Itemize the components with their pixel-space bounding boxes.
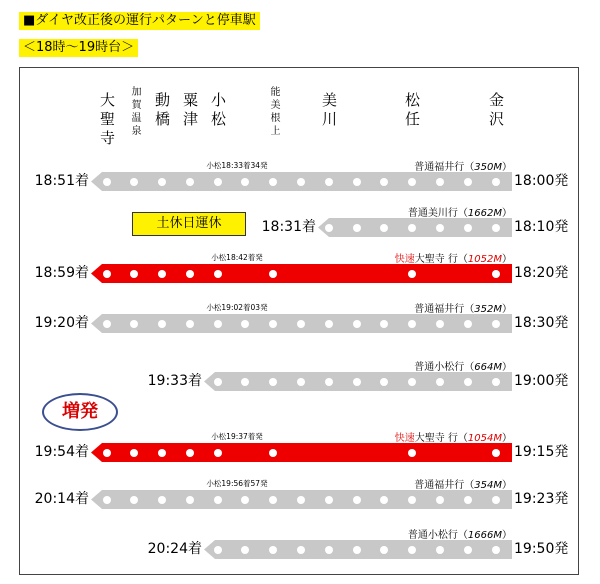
stop-dot [269, 496, 277, 504]
station-0: 大聖寺 [98, 92, 116, 149]
train-label: 快速大聖寺 行（1054M） [394, 433, 512, 444]
train-label: 普通福井行（350M） [414, 162, 512, 173]
train-arrow [91, 443, 512, 462]
station-4: 小松 [209, 92, 227, 130]
stop-dot [269, 270, 277, 278]
komatsu-time-label: 小松19:37着発 [211, 432, 263, 441]
stop-dot [325, 378, 333, 386]
stop-dot [214, 320, 222, 328]
departure-time: 19:50発 [514, 541, 569, 557]
stop-dot [269, 546, 277, 554]
stop-dot [436, 320, 444, 328]
arrival-time: 18:51着 [34, 173, 89, 189]
stop-dot [408, 378, 416, 386]
stop-dot [408, 178, 416, 186]
stop-dot [241, 320, 249, 328]
stop-dot [380, 546, 388, 554]
stop-dot [464, 224, 472, 232]
stop-dot [130, 449, 138, 457]
stop-dot [186, 449, 194, 457]
stop-dot [241, 546, 249, 554]
stop-dot [436, 224, 444, 232]
stop-dot [353, 496, 361, 504]
stop-dot [436, 546, 444, 554]
stop-dot [492, 449, 500, 457]
station-7: 松任 [403, 92, 421, 130]
stop-dot [325, 496, 333, 504]
stop-dot [325, 224, 333, 232]
stop-dot [214, 378, 222, 386]
stop-dot [380, 320, 388, 328]
arrival-time: 20:14着 [34, 491, 89, 507]
train-type: 大聖寺 行 [414, 254, 458, 265]
stop-dot [186, 320, 194, 328]
stop-dot [408, 320, 416, 328]
stop-dot [214, 178, 222, 186]
stop-dot [325, 320, 333, 328]
train-type: 普通小松行 [414, 362, 465, 373]
stop-dot [325, 178, 333, 186]
stop-dot [214, 270, 222, 278]
komatsu-time-label: 小松19:56着57発 [206, 479, 268, 488]
arrival-time: 19:20着 [34, 315, 89, 331]
stop-dot [492, 224, 500, 232]
station-5: 能美根上 [268, 86, 279, 138]
stop-dot [130, 320, 138, 328]
arrival-time: 18:31着 [261, 219, 316, 235]
stop-dot [464, 546, 472, 554]
train-label: 普通小松行（1666M） [407, 530, 512, 541]
train-number: 352M [474, 304, 502, 315]
stop-dot [492, 320, 500, 328]
train-label: 快速大聖寺 行（1052M） [394, 254, 512, 265]
stop-dot [158, 178, 166, 186]
stop-dot [269, 449, 277, 457]
stop-dot [353, 546, 361, 554]
departure-time: 19:00発 [514, 373, 569, 389]
komatsu-time-label: 小松18:33着34発 [206, 161, 268, 170]
additional-train-badge: 増発 [42, 393, 118, 431]
stop-dot [492, 178, 500, 186]
stop-dot [269, 178, 277, 186]
stop-dot [380, 178, 388, 186]
station-2: 動橋 [153, 92, 171, 130]
stop-dot [103, 270, 111, 278]
stop-dot [158, 270, 166, 278]
stop-dot [408, 546, 416, 554]
stop-dot [325, 546, 333, 554]
train-label: 普通福井行（354M） [414, 480, 512, 491]
stop-dot [158, 496, 166, 504]
stop-dot [436, 178, 444, 186]
stop-dot [408, 496, 416, 504]
station-6: 美川 [320, 92, 338, 130]
departure-time: 19:15発 [514, 444, 569, 460]
train-label: 普通小松行（664M） [414, 362, 512, 373]
komatsu-time-label: 小松19:02着03発 [206, 303, 268, 312]
train-number: 1662M [467, 208, 502, 219]
stop-dot [158, 320, 166, 328]
stop-dot [492, 270, 500, 278]
stop-dot [492, 378, 500, 386]
stop-dot [130, 178, 138, 186]
train-number: 1054M [467, 433, 502, 444]
station-8: 金沢 [487, 92, 505, 130]
train-number: 1666M [467, 530, 502, 541]
stop-dot [408, 449, 416, 457]
stop-dot [297, 378, 305, 386]
stop-dot [436, 378, 444, 386]
stop-dot [269, 320, 277, 328]
train-label: 普通福井行（352M） [414, 304, 512, 315]
holiday-suspended-badge: 土休日運休 [132, 212, 246, 236]
stop-dot [103, 449, 111, 457]
stop-dot [408, 224, 416, 232]
stop-dot [103, 178, 111, 186]
train-type: 普通福井行 [414, 304, 465, 315]
stop-dot [214, 546, 222, 554]
arrival-time: 19:54着 [34, 444, 89, 460]
departure-time: 19:23発 [514, 491, 569, 507]
stop-dot [130, 270, 138, 278]
train-number: 350M [474, 162, 502, 173]
departure-time: 18:10発 [514, 219, 569, 235]
stop-dot [158, 449, 166, 457]
stop-dot [241, 178, 249, 186]
stop-dot [436, 496, 444, 504]
stop-dot [464, 496, 472, 504]
stop-dot [464, 378, 472, 386]
departure-time: 18:30発 [514, 315, 569, 331]
stop-dot [464, 320, 472, 328]
arrival-time: 18:59着 [34, 265, 89, 281]
stop-dot [214, 449, 222, 457]
stop-dot [408, 270, 416, 278]
train-type: 大聖寺 行 [414, 433, 458, 444]
stop-dot [103, 496, 111, 504]
stop-dot [186, 270, 194, 278]
stop-dot [130, 496, 138, 504]
rapid-tag: 快速 [394, 254, 415, 265]
stop-dot [353, 224, 361, 232]
stop-dot [492, 496, 500, 504]
departure-time: 18:20発 [514, 265, 569, 281]
stop-dot [297, 178, 305, 186]
stop-dot [297, 320, 305, 328]
stop-dot [353, 378, 361, 386]
rapid-tag: 快速 [394, 433, 415, 444]
train-type: 普通福井行 [414, 162, 465, 173]
stop-dot [297, 496, 305, 504]
stop-dot [241, 378, 249, 386]
stop-dot [241, 496, 249, 504]
stop-dot [269, 378, 277, 386]
stop-dot [464, 178, 472, 186]
train-label: 普通美川行（1662M） [407, 208, 512, 219]
stop-dot [380, 496, 388, 504]
stop-dot [492, 546, 500, 554]
train-number: 1052M [467, 254, 502, 265]
stop-dot [353, 320, 361, 328]
stop-dot [214, 496, 222, 504]
stop-dot [103, 320, 111, 328]
stop-dot [380, 378, 388, 386]
train-type: 普通小松行 [407, 530, 458, 541]
stop-dot [297, 546, 305, 554]
train-type: 普通福井行 [414, 480, 465, 491]
stop-dot [186, 178, 194, 186]
arrival-time: 20:24着 [147, 541, 202, 557]
train-number: 354M [474, 480, 502, 491]
train-arrow [91, 264, 512, 283]
stop-dot [186, 496, 194, 504]
page-title: ■ダイヤ改正後の運行パターンと停車駅 [19, 12, 260, 30]
station-3: 粟津 [181, 92, 199, 130]
departure-time: 18:00発 [514, 173, 569, 189]
arrival-time: 19:33着 [147, 373, 202, 389]
time-range-label: ＜18時〜19時台＞ [19, 39, 138, 57]
stop-dot [380, 224, 388, 232]
train-number: 664M [474, 362, 502, 373]
komatsu-time-label: 小松18:42着発 [211, 253, 263, 262]
train-type: 普通美川行 [407, 208, 458, 219]
station-1: 加賀温泉 [129, 86, 140, 138]
stop-dot [353, 178, 361, 186]
